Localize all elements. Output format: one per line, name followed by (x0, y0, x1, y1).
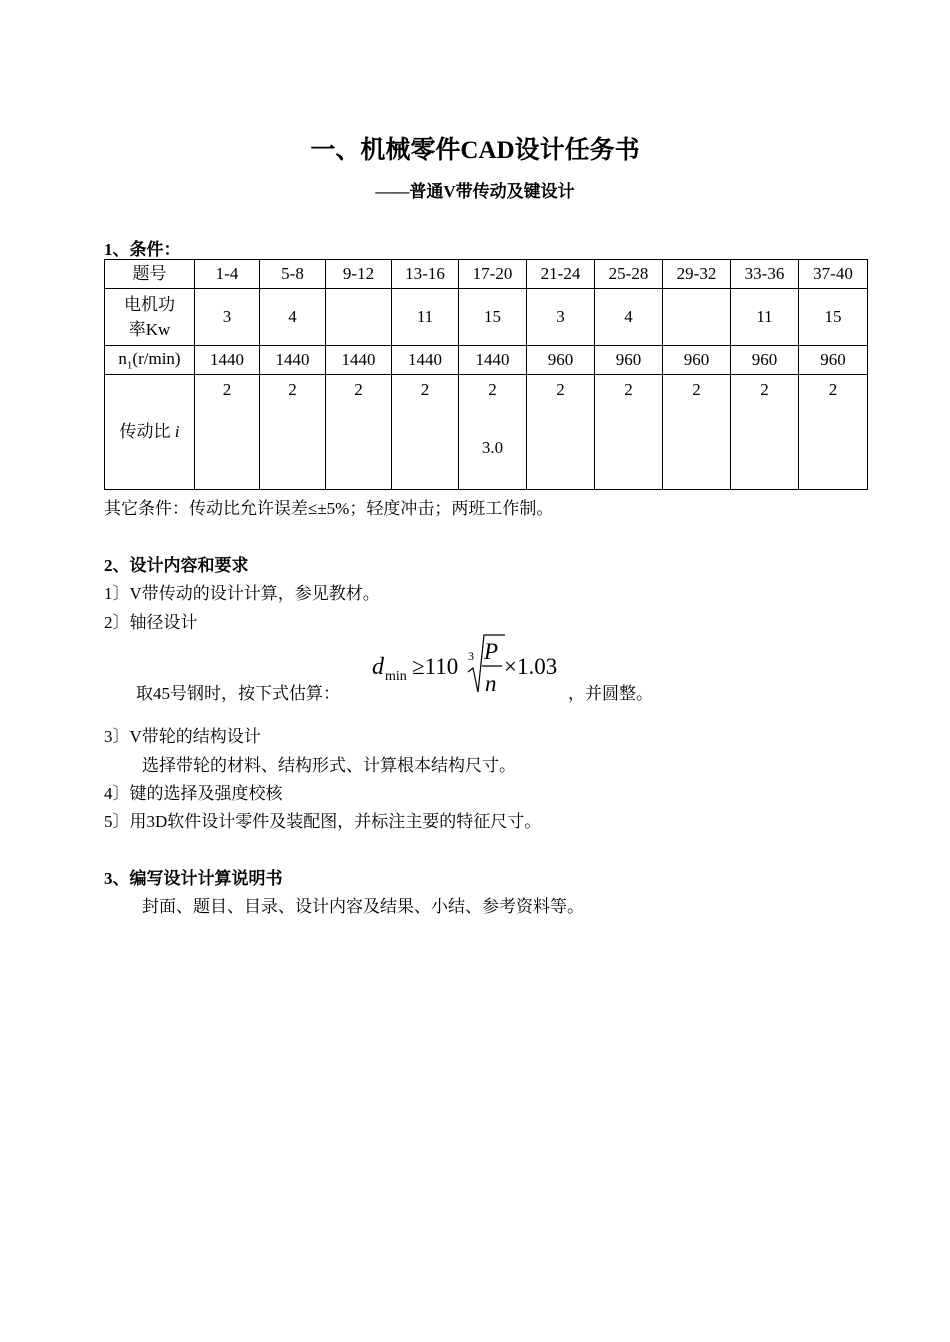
table-cell (392, 375, 459, 490)
ratio-value: 2 (420, 380, 430, 399)
ratio-value: 2 (222, 380, 232, 399)
row-header-group: 题号 (105, 260, 195, 289)
table-cell (459, 375, 527, 490)
table-cell: 960 (731, 346, 799, 375)
table-cell (260, 375, 326, 490)
section2-item1: 1〕V带传动的设计计算，参见教材。 (104, 584, 380, 603)
section2-item5: 5〕用3D软件设计零件及装配图，并标注主要的特征尺寸。 (104, 812, 542, 831)
section1-heading: 1、条件： (104, 240, 181, 259)
ratio-value: 2 (692, 380, 701, 399)
table-cell: 1440 (326, 346, 392, 375)
table-cell: 11 (392, 289, 459, 346)
table-row-group (105, 260, 868, 289)
table-cell: 3 (195, 289, 260, 346)
table-cell: 960 (527, 346, 595, 375)
section2-item2: 2〕轴径设计 (104, 613, 198, 632)
speed-label-main: n (118, 349, 127, 369)
other-conditions: 其它条件：传动比允许误差≤±5%；轻度冲击；两班工作制。 (104, 499, 554, 518)
table-cell: 1440 (459, 346, 527, 375)
table-cell: 1-4 (195, 260, 260, 289)
table-cell: 1440 (392, 346, 459, 375)
section2-item4: 4〕键的选择及强度校核 (104, 784, 283, 803)
ratio-label: 传动比 (119, 422, 171, 442)
table-cell: 15 (799, 289, 868, 346)
power-label-line2: 率Kw (128, 320, 171, 339)
section2-heading: 2、设计内容和要求 (104, 556, 249, 575)
table-cell (595, 375, 663, 490)
formula-d: d (372, 654, 384, 680)
table-cell: 3 (527, 289, 595, 346)
table-cell: 4 (595, 289, 663, 346)
section2-item3-detail: 选择带轮的材料、结构形式、计算根本结构尺寸。 (142, 756, 516, 775)
table-cell: 960 (595, 346, 663, 375)
table-cell: 25-28 (595, 260, 663, 289)
table-cell: 13-16 (392, 260, 459, 289)
ratio-value: 2 (288, 380, 297, 399)
ratio-symbol: i (174, 422, 180, 442)
ratio-value: 2 (624, 380, 633, 399)
formula-numerator: P (484, 639, 499, 664)
document-title: 一、机械零件CAD设计任务书 (310, 137, 640, 164)
shaft-diameter-formula (372, 632, 572, 698)
row-header-speed (105, 346, 195, 375)
table-cell: 15 (459, 289, 527, 346)
table-cell (326, 375, 392, 490)
ratio-value: 2 (760, 380, 769, 399)
table-cell: 1440 (195, 346, 260, 375)
speed-label-sub: 1 (126, 359, 133, 372)
ratio-value: 2 (354, 380, 363, 399)
table-cell: 21-24 (527, 260, 595, 289)
formula-rel: ≥110 (412, 654, 459, 679)
ratio-value: 2 (556, 380, 565, 399)
table-row-power (105, 289, 868, 346)
conditions-table (104, 259, 868, 490)
table-row-ratio (105, 375, 868, 490)
table-cell (663, 289, 731, 346)
table-cell: 17-20 (459, 260, 527, 289)
table-cell: 9-12 (326, 260, 392, 289)
table-cell: 1440 (260, 346, 326, 375)
table-cell (326, 289, 392, 346)
row-header-power (105, 289, 195, 346)
table-cell (663, 375, 731, 490)
ratio-alt-value: 3.0 (481, 438, 504, 457)
table-cell (195, 375, 260, 490)
formula-sub: min (385, 669, 407, 684)
row-header-ratio (105, 375, 195, 490)
formula-intro: 取45号钢时，按下式估算： (136, 684, 340, 703)
power-label-line1: 电机功 (124, 294, 175, 314)
table-cell (731, 375, 799, 490)
table-cell: 11 (731, 289, 799, 346)
document-subtitle: ——普通V带传动及键设计 (375, 182, 575, 201)
table-cell (527, 375, 595, 490)
formula-root-index: 3 (468, 649, 474, 663)
table-cell: 4 (260, 289, 326, 346)
formula-suffix: ，并圆整。 (568, 684, 653, 703)
table-cell: 33-36 (731, 260, 799, 289)
section3-detail: 封面、题目、目录、设计内容及结果、小结、参考资料等。 (142, 897, 584, 916)
formula-factor: ×1.03 (504, 654, 558, 679)
speed-label-unit: (r/min) (132, 349, 181, 369)
table-cell: 29-32 (663, 260, 731, 289)
table-cell: 960 (663, 346, 731, 375)
ratio-value: 2 (488, 380, 497, 399)
formula-denominator: n (485, 671, 497, 696)
ratio-value: 2 (828, 380, 838, 399)
table-row-speed (105, 346, 868, 375)
table-cell: 960 (799, 346, 868, 375)
section2-item3: 3〕V带轮的结构设计 (104, 727, 261, 746)
section3-heading: 3、编写设计计算说明书 (104, 869, 283, 888)
table-cell: 37-40 (799, 260, 868, 289)
table-cell (799, 375, 868, 490)
table-cell: 5-8 (260, 260, 326, 289)
